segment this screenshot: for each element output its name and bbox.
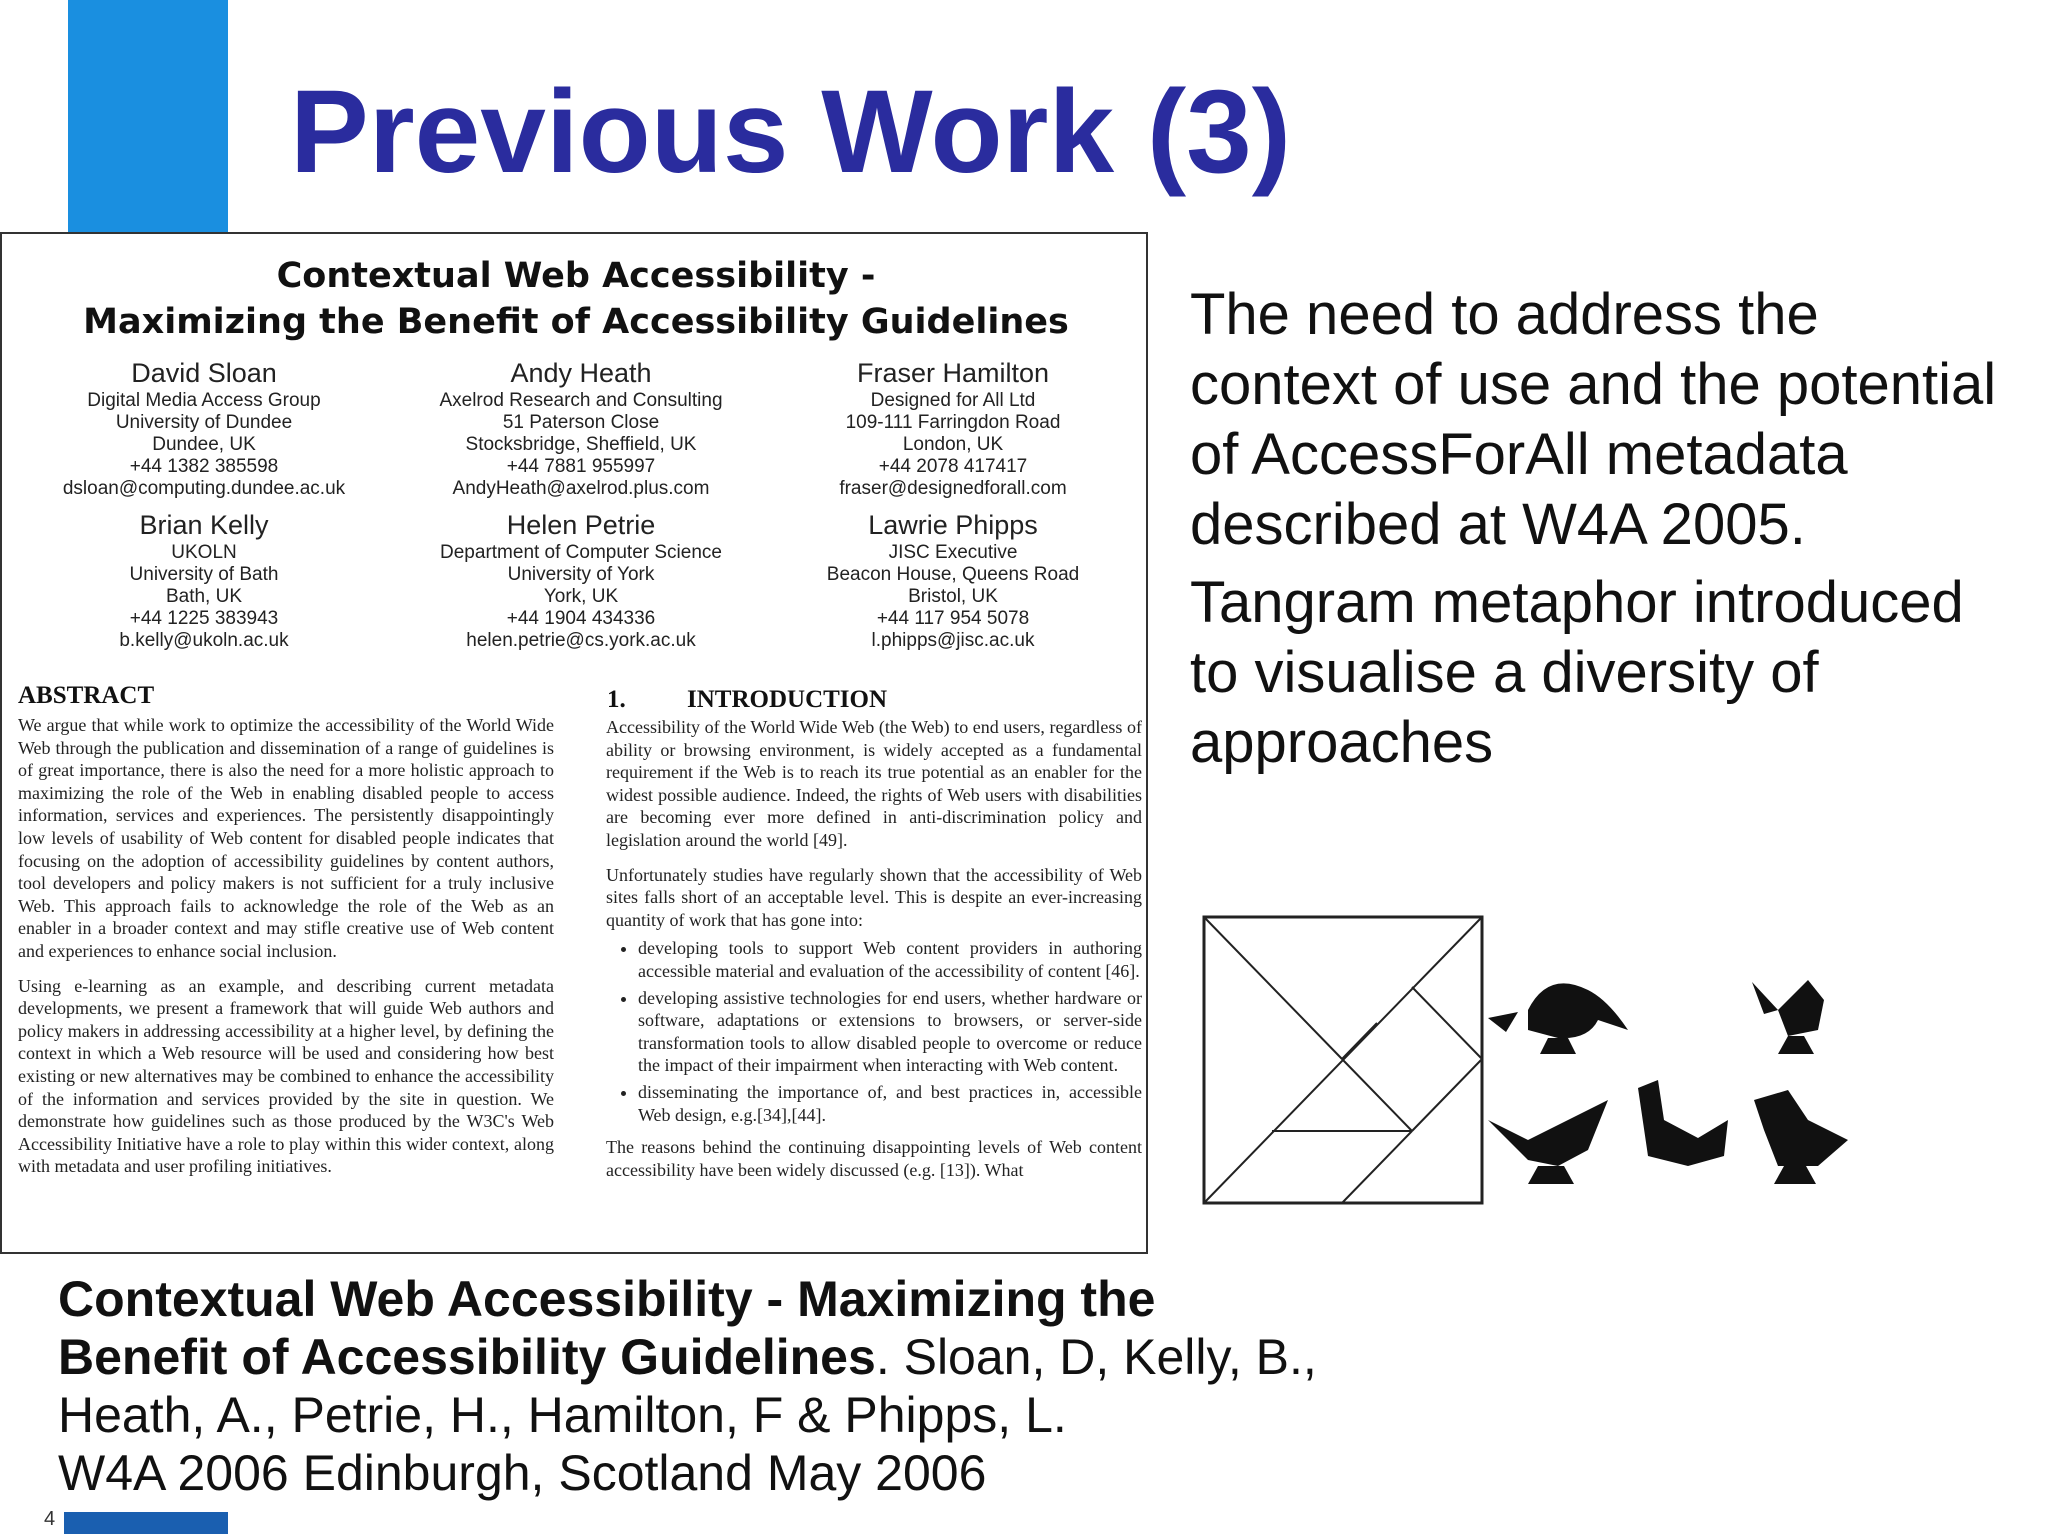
author-phone: +44 117 954 5078 <box>876 608 1030 629</box>
introduction-heading <box>607 686 887 714</box>
author-location: Dundee, UK <box>152 434 256 455</box>
intro-paragraph: Unfortunately studies have regularly shown that the accessibility of Web sites falls short of an acceptable level. This is despite an ever-increasing quantity of work that has gone into: <box>606 864 1142 930</box>
author-affiliation: Department of Computer Science <box>440 542 722 563</box>
author-location: Bath, UK <box>165 586 243 607</box>
footer-logo <box>64 1512 228 1534</box>
paper-image <box>0 232 1148 1254</box>
author-block <box>396 508 766 652</box>
bullet-item: • disseminating the importance of, and best practices in, accessible Web design, e.g.[34],[44]. <box>638 1081 1142 1126</box>
author-location: London, UK <box>902 434 1004 455</box>
bird-silhouette-2 <box>1752 980 1824 1054</box>
introduction-column <box>606 716 1142 1193</box>
tangram-icon <box>1202 915 1484 1205</box>
author-phone: +44 1225 383943 <box>129 608 279 629</box>
author-institution: University of Bath <box>129 564 279 585</box>
author-block <box>19 508 389 652</box>
citation-authors: . Sloan, D, Kelly, B., Heath, A., Petrie, H., Hamilton, F & Phipps, L. <box>58 1329 1317 1443</box>
author-phone: +44 7881 955997 <box>506 456 656 477</box>
author-affiliation: Designed for All Ltd <box>870 390 1036 411</box>
paper-title-line1: Contextual Web Accessibility - <box>276 256 876 296</box>
author-phone: +44 1382 385598 <box>129 456 279 477</box>
author-email: fraser@designedforall.com <box>839 478 1067 499</box>
author-name: Fraser Hamilton <box>856 358 1050 388</box>
author-institution: Beacon House, Queens Road <box>826 564 1080 585</box>
author-email: b.kelly@ukoln.ac.uk <box>119 630 289 651</box>
author-location: Bristol, UK <box>908 586 998 607</box>
author-institution: 51 Paterson Close <box>502 412 660 433</box>
bird-silhouette-1 <box>1488 983 1628 1054</box>
author-block <box>768 356 1138 500</box>
author-email: AndyHeath@axelrod.plus.com <box>452 478 710 499</box>
bird-silhouette-5 <box>1754 1090 1848 1184</box>
author-affiliation: Digital Media Access Group <box>87 390 321 411</box>
author-block <box>396 356 766 500</box>
context-paragraph: The need to address the context of use and the potential of AccessForAll metadata described at W4A 2005. <box>1190 282 1997 557</box>
section-title: INTRODUCTION <box>687 686 888 713</box>
citation-title: Contextual Web Accessibility - Maximizing the Benefit of Accessibility Guidelines <box>58 1271 1156 1385</box>
author-name: David Sloan <box>131 358 277 388</box>
author-institution: University of York <box>507 564 655 585</box>
bullet-item: • developing tools to support Web content providers in authoring accessible material and evaluation of the accessibility of content [46]. <box>638 937 1142 982</box>
paper-title-line2: Maximizing the Benefit of Accessibility Guidelines <box>83 302 1069 342</box>
author-email: helen.petrie@cs.york.ac.uk <box>466 630 696 651</box>
abstract-paragraph: We argue that while work to optimize the accessibility of the World Wide Web through the publication and dissemination of a range of guidelines is of great importance, there is also the need for a more holistic approach to maximizing the role of the Web in enabling disabled people to access information, services and experiences. The persistently disappointingly low levels of usability of Web content for disabled people indicates that focusing on the adoption of accessibility guidelines by content authors, tool developers and policy makers is not sufficient for a truly inclusive Web. This approach fails to acknowledge the role of the Web as an enabler in a broader context and may stifle creative use of Web content and experiences to enhance social inclusion. <box>18 715 554 961</box>
author-affiliation: JISC Executive <box>888 542 1018 563</box>
author-block <box>768 508 1138 652</box>
author-name: Brian Kelly <box>139 510 269 540</box>
author-name: Lawrie Phipps <box>868 510 1038 540</box>
slide-title: Previous Work (3) <box>290 66 1292 198</box>
intro-bullet-list <box>606 937 1142 1126</box>
author-location: York, UK <box>543 586 619 607</box>
author-email: l.phipps@jisc.ac.uk <box>871 630 1035 651</box>
bullet-item: • developing assistive technologies for end users, whether hardware or software, adaptations or extensions to browsers, or server-side transformation tools to allow disabled people to overcome or reduce the impact of their impairment when interacting with Web content. <box>638 987 1142 1077</box>
author-institution: University of Dundee <box>115 412 293 433</box>
author-phone: +44 1904 434336 <box>506 608 656 629</box>
accent-bar <box>68 0 228 232</box>
section-number: 1. <box>607 686 626 713</box>
tangram-silhouettes <box>1488 970 1868 1220</box>
abstract-column <box>18 714 554 1190</box>
author-institution: 109-111 Farringdon Road <box>845 412 1061 433</box>
abstract-heading: ABSTRACT <box>18 682 155 709</box>
author-location: Stocksbridge, Sheffield, UK <box>465 434 697 455</box>
tangram-paragraph: Tangram metaphor introduced to visualise a diversity of approaches <box>1190 570 1964 775</box>
intro-paragraph: The reasons behind the continuing disappointing levels of Web content accessibility have been widely discussed (e.g. [13]). What <box>606 1137 1142 1180</box>
intro-paragraph: Accessibility of the World Wide Web (the Web) to end users, regardless of ability or browsing environment, is widely accepted as a fundamental requirement if the Web is to reach its true potential as an enabler for the widest possible audience. Indeed, the rights of Web users with disabilities are becoming ever more defined in anti-discrimination policy and legislation around the world [49]. <box>606 717 1142 850</box>
author-affiliation: UKOLN <box>171 542 237 563</box>
bird-silhouette-3 <box>1488 1100 1608 1184</box>
abstract-paragraph: Using e-learning as an example, and describing current metadata developments, we present a framework that will guide Web authors and policy makers in addressing accessibility at a higher level, by defining the context in which a Web resource will be used and considering how best existing or new alternatives may be combined to enhance the accessibility of the information and services provided by the site in question. We demonstrate how guidelines such as those produced by the W3C's Web Accessibility Initiative have a role to play within this wider context, along with metadata and user profiling initiatives. <box>18 975 554 1177</box>
author-affiliation: Axelrod Research and Consulting <box>439 390 723 411</box>
bird-silhouette-4 <box>1638 1080 1728 1166</box>
right-text-panel <box>1190 280 2010 786</box>
page-number: 4 <box>44 1508 56 1530</box>
citation <box>58 1270 1338 1502</box>
author-name: Andy Heath <box>510 358 652 388</box>
author-name: Helen Petrie <box>506 510 656 540</box>
author-phone: +44 2078 417417 <box>878 456 1028 477</box>
author-block <box>19 356 389 500</box>
citation-venue: W4A 2006 Edinburgh, Scotland May 2006 <box>58 1445 987 1501</box>
author-email: dsloan@computing.dundee.ac.uk <box>62 478 346 499</box>
